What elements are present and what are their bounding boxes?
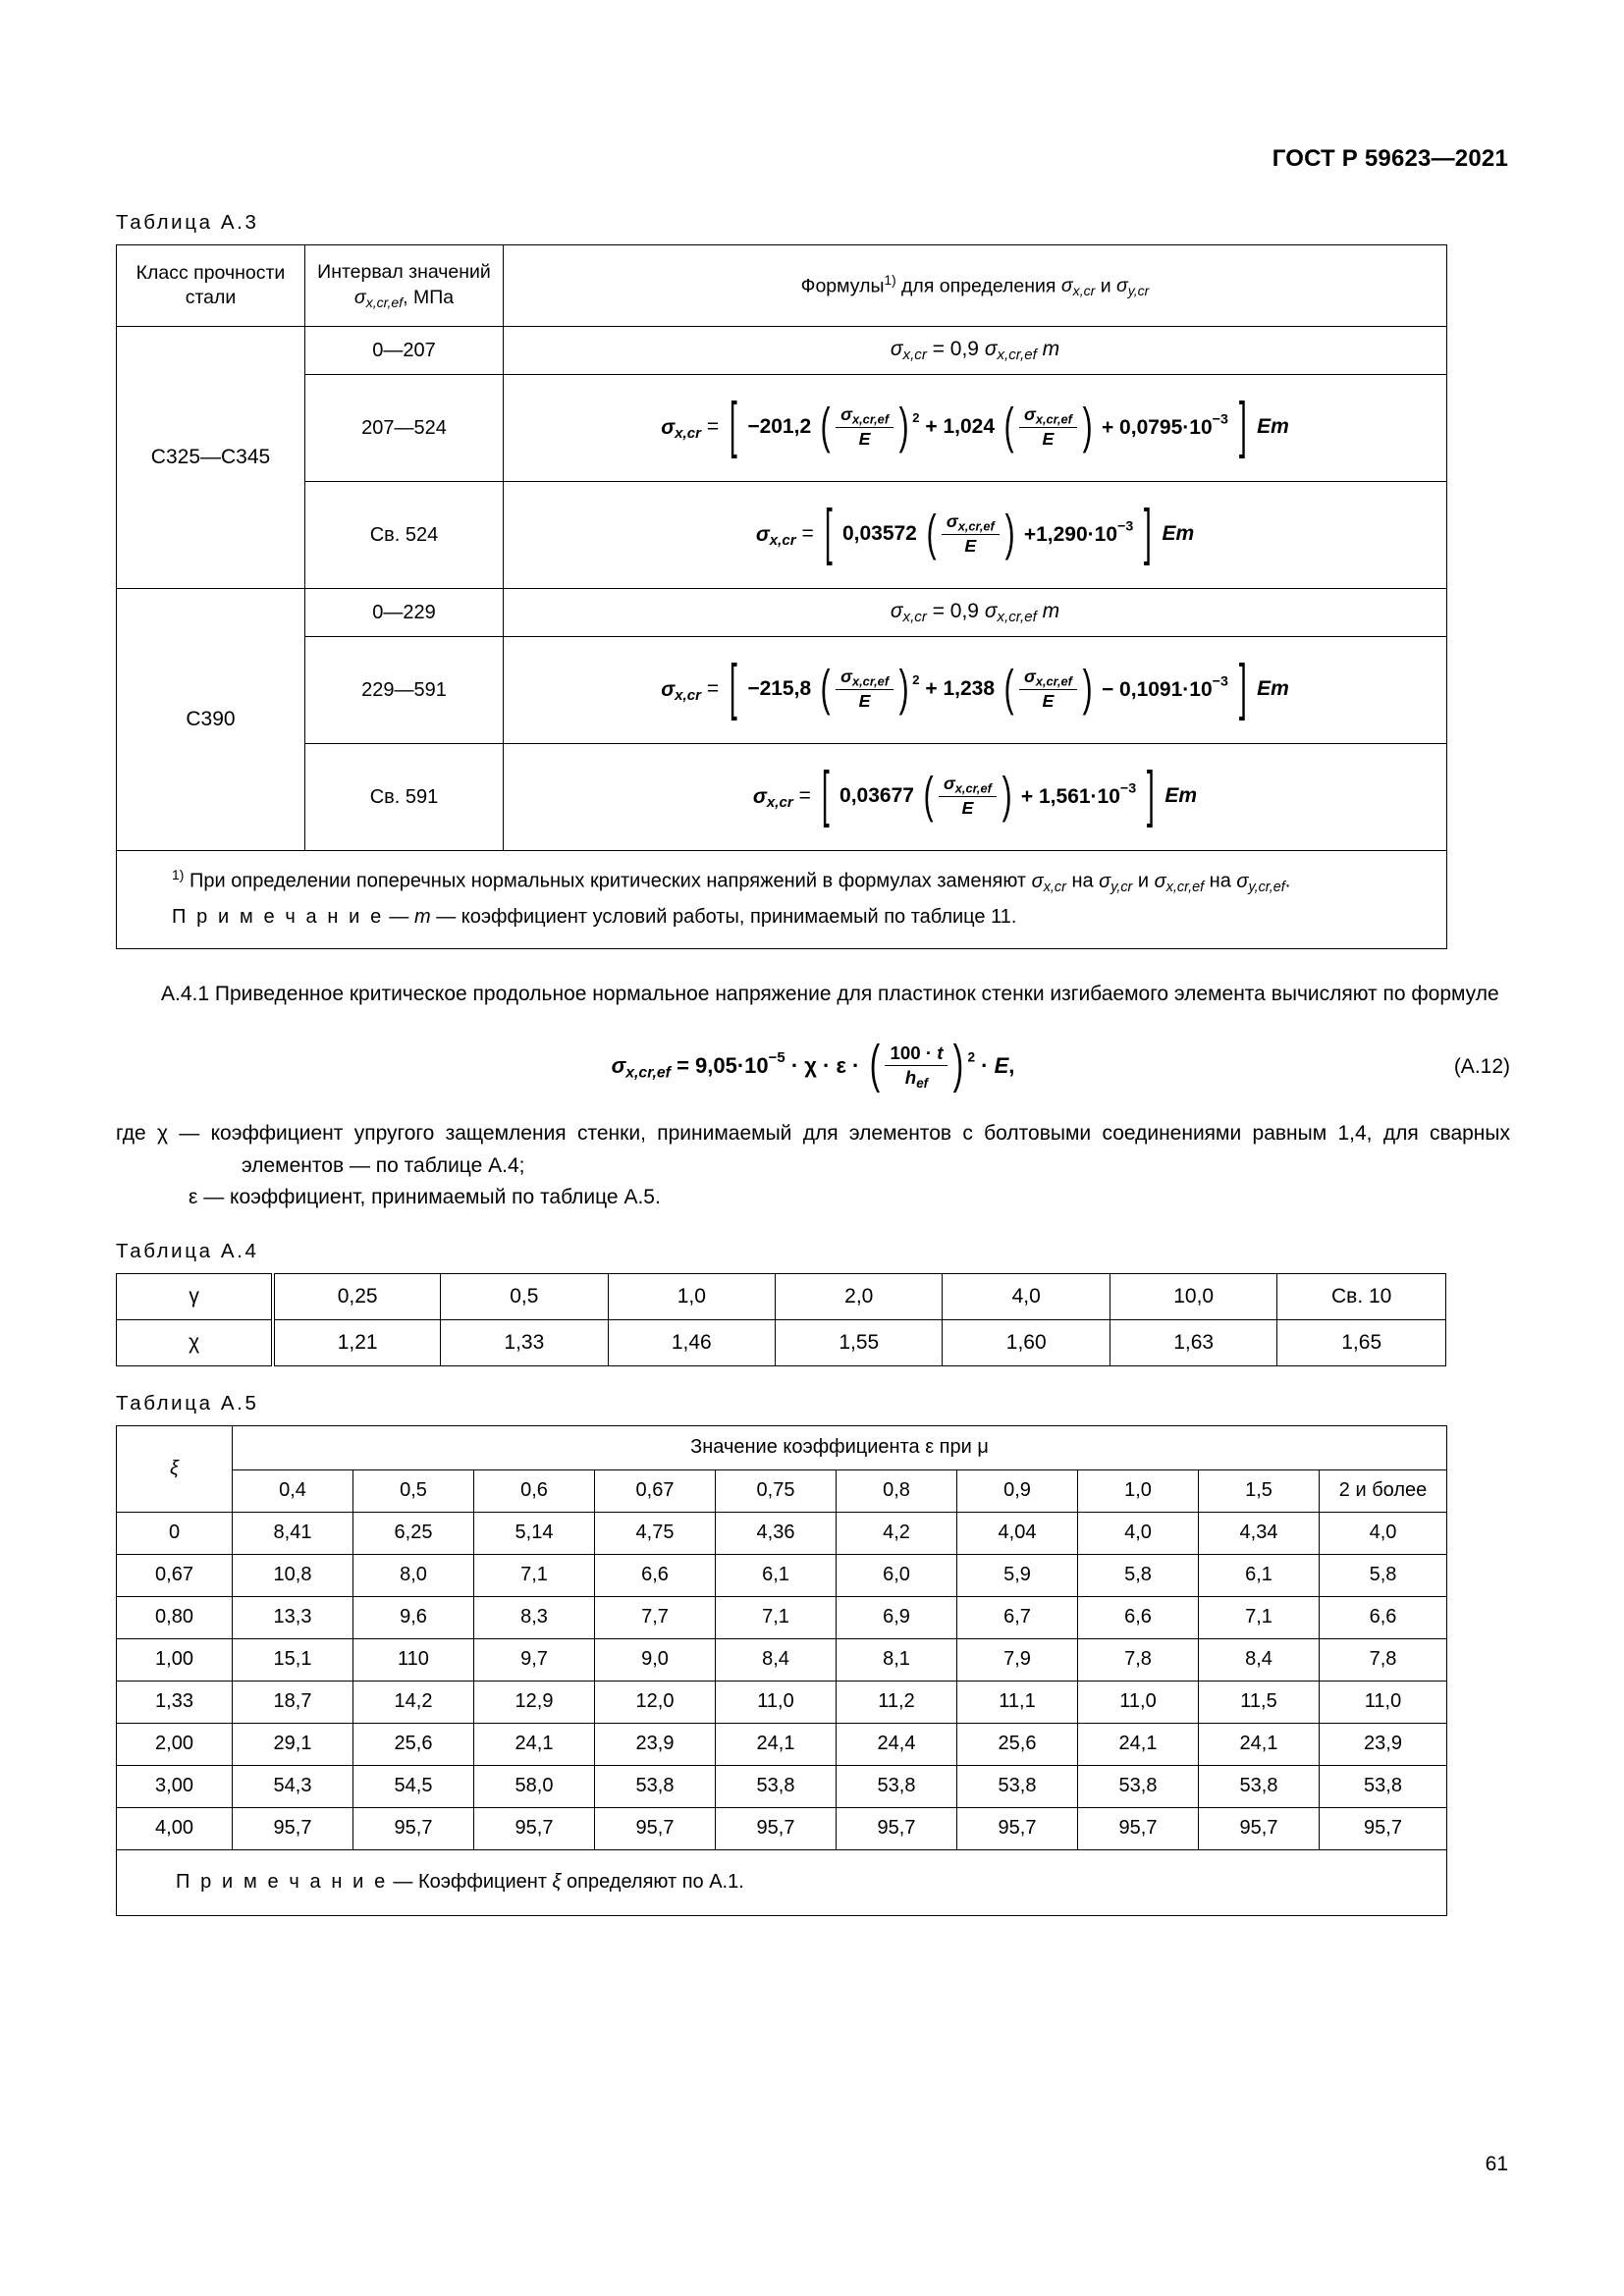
th-mu-7: 1,0 (1078, 1469, 1199, 1512)
cell-xi: 2,00 (117, 1723, 233, 1765)
table-footnote-row (117, 851, 1447, 949)
table-header-row (117, 245, 1447, 327)
cell-value: 4,34 (1199, 1512, 1320, 1554)
cell-value: 54,5 (353, 1765, 474, 1807)
table-row (117, 1638, 1447, 1681)
clause-text: Приведенное критическое продольное нормальное напряжение для пластинок стенки изгибаемого элемента вычисляют по формуле (214, 983, 1499, 1006)
cell-value: 5,14 (474, 1512, 595, 1554)
cell-value: 8,1 (837, 1638, 957, 1681)
cell-value: 7,9 (957, 1638, 1078, 1681)
cell-chi-6: 1,65 (1277, 1319, 1446, 1365)
cell-value: 95,7 (233, 1807, 353, 1849)
th-mu-5: 0,8 (837, 1469, 957, 1512)
cell-value: 6,7 (957, 1596, 1078, 1638)
cell-xi: 4,00 (117, 1807, 233, 1849)
cell-interval: 229—591 (305, 637, 504, 744)
cell-interval: 0—229 (305, 589, 504, 637)
cell-class-c390: С390 (117, 589, 305, 851)
cell-xi: 0 (117, 1512, 233, 1554)
cell-formula: $\sigma_{x,cr}$ = [ −201,2 ( $\frac{\sigma_{x,cr,ef}}{E}$ ) $^2$ + 1,024 ( $\frac{\sigma_{x,cr,ef}}{E}$ ) + $0,0795\cdot 10^{-3}$ ] Em (504, 375, 1447, 482)
cell-value: 5,8 (1078, 1554, 1199, 1596)
cell-value: 13,3 (233, 1596, 353, 1638)
cell-value: 4,36 (716, 1512, 837, 1554)
cell-value: 24,4 (837, 1723, 957, 1765)
cell-value: 8,3 (474, 1596, 595, 1638)
cell-value: 9,7 (474, 1638, 595, 1681)
where-epsilon: ε — коэффициент, принимаемый по таблице А.5. (189, 1186, 661, 1209)
cell-value: 53,8 (595, 1765, 716, 1807)
where-chi: где χ — коэффициент упругого защемления стенки, принимаемый для элементов с болтовыми соединениями равным 1,4, для сварных элементов — по таблице А.4; (116, 1122, 1510, 1177)
cell-value: 95,7 (1078, 1807, 1199, 1849)
cell-chi-2: 1,46 (608, 1319, 775, 1365)
cell-value: 15,1 (233, 1638, 353, 1681)
th-mu-1: 0,5 (353, 1469, 474, 1512)
cell-value: 53,8 (957, 1765, 1078, 1807)
table-row (117, 1807, 1447, 1849)
cell-value: 10,8 (233, 1554, 353, 1596)
cell-value: 95,7 (1199, 1807, 1320, 1849)
table-row (117, 1596, 1447, 1638)
cell-interval: 0—207 (305, 327, 504, 375)
cell-value: 14,2 (353, 1681, 474, 1723)
th-mu-2: 0,6 (474, 1469, 595, 1512)
cell-value: 4,0 (1078, 1512, 1199, 1554)
cell-value: 4,75 (595, 1512, 716, 1554)
cell-interval: 207—524 (305, 375, 504, 482)
cell-formula: $\sigma_{x,cr}$ = [ −215,8 ( $\frac{\sigma_{x,cr,ef}}{E}$ ) $^2$ + 1,238 ( $\frac{\sigma_{x,cr,ef}}{E}$ ) − $0,1091\cdot 10^{-3}$ ] Em (504, 637, 1447, 744)
cell-value: 6,6 (1078, 1596, 1199, 1638)
cell-value: 95,7 (1320, 1807, 1447, 1849)
cell-value: 8,0 (353, 1554, 474, 1596)
cell-gamma-1: 0,5 (441, 1273, 608, 1319)
cell-value: 6,6 (1320, 1596, 1447, 1638)
cell-value: 9,6 (353, 1596, 474, 1638)
table-row (117, 1319, 1446, 1365)
cell-value: 24,1 (716, 1723, 837, 1765)
cell-value: 8,4 (1199, 1638, 1320, 1681)
page-header-standard: ГОСТ Р 59623—2021 (1272, 145, 1508, 172)
cell-value: 5,8 (1320, 1554, 1447, 1596)
table-header-row (117, 1425, 1447, 1469)
th-mu-0: 0,4 (233, 1469, 353, 1512)
cell-value: 8,4 (716, 1638, 837, 1681)
table-row (117, 589, 1447, 637)
cell-formula: $\sigma_{x,cr} = 0,9$ $\sigma_{x,cr,ef}$ m (504, 327, 1447, 375)
cell-formula: $\sigma_{x,cr}$ = [ 0,03572 ( $\frac{\sigma_{x,cr,ef}}{E}$ ) $+1,290\cdot 10^{-3}$ ] Em (504, 482, 1447, 589)
cell-value: 7,1 (1199, 1596, 1320, 1638)
cell-gamma-5: 10,0 (1110, 1273, 1276, 1319)
cell-value: 6,25 (353, 1512, 474, 1554)
clause-A41-paragraph (116, 979, 1510, 1010)
th-mu-9: 2 и более (1320, 1469, 1447, 1512)
tableA4 (116, 1273, 1446, 1366)
cell-value: 53,8 (1320, 1765, 1447, 1807)
cell-value: 95,7 (957, 1807, 1078, 1849)
cell-value: 7,1 (474, 1554, 595, 1596)
page-number: 61 (1485, 2153, 1508, 2175)
cell-xi: 3,00 (117, 1765, 233, 1807)
cell-chi-3: 1,55 (776, 1319, 943, 1365)
th-epsilon-span: Значение коэффициента ε при μ (233, 1425, 1447, 1469)
cell-value: 24,1 (474, 1723, 595, 1765)
cell-value: 11,0 (1078, 1681, 1199, 1723)
formula-A12-line (116, 1035, 1510, 1095)
cell-value: 12,0 (595, 1681, 716, 1723)
tableA4-caption: Таблица А.4 (116, 1239, 259, 1262)
cell-value: 4,0 (1320, 1512, 1447, 1554)
table-row (117, 744, 1447, 851)
cell-gamma-0: 0,25 (273, 1273, 440, 1319)
th-xi: ξ (117, 1425, 233, 1512)
cell-value: 11,1 (957, 1681, 1078, 1723)
formula-A12-number: (А.12) (1453, 1054, 1510, 1078)
cell-value: 29,1 (233, 1723, 353, 1765)
cell-interval: Св. 591 (305, 744, 504, 851)
cell-value: 4,04 (957, 1512, 1078, 1554)
cell-value: 53,8 (837, 1765, 957, 1807)
cell-value: 24,1 (1078, 1723, 1199, 1765)
tableA3-footnote: $^{1)}$ При определении поперечных нормальных критических напряжений в формулах заменяют $\sigma_{x,cr}$ на $\sigma_{y,cr}$ и $\sigma_{x,cr,ef}$ на $\sigma_{y,cr,ef}$. (172, 867, 1291, 895)
cell-value: 95,7 (595, 1807, 716, 1849)
cell-value: 23,9 (1320, 1723, 1447, 1765)
tableA3-footnote-cell (117, 851, 1447, 949)
tableA5-caption: Таблица А.5 (116, 1391, 259, 1415)
cell-value: 23,9 (595, 1723, 716, 1765)
cell-value: 53,8 (716, 1765, 837, 1807)
cell-class-c325: С325—С345 (117, 327, 305, 589)
th-mu-6: 0,9 (957, 1469, 1078, 1512)
cell-gamma-6: Св. 10 (1277, 1273, 1446, 1319)
cell-value: 11,0 (1320, 1681, 1447, 1723)
cell-chi-0: 1,21 (273, 1319, 440, 1365)
tableA5 (116, 1425, 1447, 1916)
formula-A12: $\sigma_{x,cr,ef} = 9,05\cdot 10^{-5} \cdot \chi \cdot \varepsilon$ · ( $\frac{100 \cdot t}{h_{ef}}$ ) $^2$ · E, (611, 1035, 1015, 1095)
cell-chi-5: 1,63 (1110, 1319, 1276, 1365)
cell-value: 7,7 (595, 1596, 716, 1638)
tableA5-note-cell: П р и м е ч а н и е — Коэффициент ξ определяют по А.1. (117, 1849, 1447, 1915)
cell-xi: 1,00 (117, 1638, 233, 1681)
table-row (117, 1681, 1447, 1723)
th-mu-3: 0,67 (595, 1469, 716, 1512)
cell-formula: $\sigma_{x,cr}$ = [ 0,03677 ( $\frac{\sigma_{x,cr,ef}}{E}$ ) + $1,561\cdot 10^{-3}$ ] Em (504, 744, 1447, 851)
cell-value: 4,2 (837, 1512, 957, 1554)
cell-value: 6,1 (716, 1554, 837, 1596)
cell-value: 7,1 (716, 1596, 837, 1638)
tableA3-note: П р и м е ч а н и е — m — коэффициент условий работы, принимаемый по таблице 11. (172, 906, 1017, 929)
cell-value: 6,9 (837, 1596, 957, 1638)
cell-value: 5,9 (957, 1554, 1078, 1596)
table-row (117, 482, 1447, 589)
cell-value: 95,7 (474, 1807, 595, 1849)
cell-value: 53,8 (1199, 1765, 1320, 1807)
cell-value: 95,7 (353, 1807, 474, 1849)
tableA3-caption: Таблица А.3 (116, 211, 259, 234)
th-mu-8: 1,5 (1199, 1469, 1320, 1512)
cell-value: 6,6 (595, 1554, 716, 1596)
cell-chi-4: 1,60 (943, 1319, 1110, 1365)
cell-xi: 0,80 (117, 1596, 233, 1638)
cell-value: 11,0 (716, 1681, 837, 1723)
cell-gamma-2: 1,0 (608, 1273, 775, 1319)
cell-value: 11,2 (837, 1681, 957, 1723)
cell-value: 95,7 (837, 1807, 957, 1849)
cell-xi: 0,67 (117, 1554, 233, 1596)
cell-value: 6,1 (1199, 1554, 1320, 1596)
cell-value: 25,6 (353, 1723, 474, 1765)
table-row (117, 1723, 1447, 1765)
cell-row-label-gamma: γ (117, 1273, 274, 1319)
cell-value: 7,8 (1078, 1638, 1199, 1681)
cell-value: 95,7 (716, 1807, 837, 1849)
cell-interval: Св. 524 (305, 482, 504, 589)
cell-value: 11,5 (1199, 1681, 1320, 1723)
table-row (117, 1765, 1447, 1807)
cell-formula: $\sigma_{x,cr} = 0,9$ $\sigma_{x,cr,ef}$ m (504, 589, 1447, 637)
cell-gamma-4: 4,0 (943, 1273, 1110, 1319)
cell-value: 54,3 (233, 1765, 353, 1807)
cell-value: 18,7 (233, 1681, 353, 1723)
tableA3 (116, 244, 1447, 949)
cell-value: 8,41 (233, 1512, 353, 1554)
th-formulas: Формулы$^{1)}$ для определения $\sigma_{x,cr}$ и $\sigma_{y,cr}$ (504, 245, 1447, 327)
cell-value: 24,1 (1199, 1723, 1320, 1765)
table-row (117, 1273, 1446, 1319)
page-content (116, 211, 1510, 1916)
table-row (117, 1512, 1447, 1554)
cell-value: 7,8 (1320, 1638, 1447, 1681)
table-row (117, 1554, 1447, 1596)
th-interval: Интервал значений $\sigma_{x,cr,ef}$, МПа (305, 245, 504, 327)
table-row (117, 327, 1447, 375)
cell-row-label-chi: χ (117, 1319, 274, 1365)
table-subheader-row (117, 1469, 1447, 1512)
clause-where-block (116, 1118, 1510, 1214)
cell-value: 12,9 (474, 1681, 595, 1723)
cell-chi-1: 1,33 (441, 1319, 608, 1365)
clause-number: А.4.1 (161, 983, 210, 1006)
cell-value: 25,6 (957, 1723, 1078, 1765)
table-note-row (117, 1849, 1447, 1915)
table-row (117, 375, 1447, 482)
cell-value: 58,0 (474, 1765, 595, 1807)
th-mu-4: 0,75 (716, 1469, 837, 1512)
cell-gamma-3: 2,0 (776, 1273, 943, 1319)
cell-value: 6,0 (837, 1554, 957, 1596)
th-strength-class: Класс прочности стали (117, 245, 305, 327)
cell-value: 9,0 (595, 1638, 716, 1681)
cell-value: 110 (353, 1638, 474, 1681)
cell-xi: 1,33 (117, 1681, 233, 1723)
cell-value: 53,8 (1078, 1765, 1199, 1807)
table-row (117, 637, 1447, 744)
